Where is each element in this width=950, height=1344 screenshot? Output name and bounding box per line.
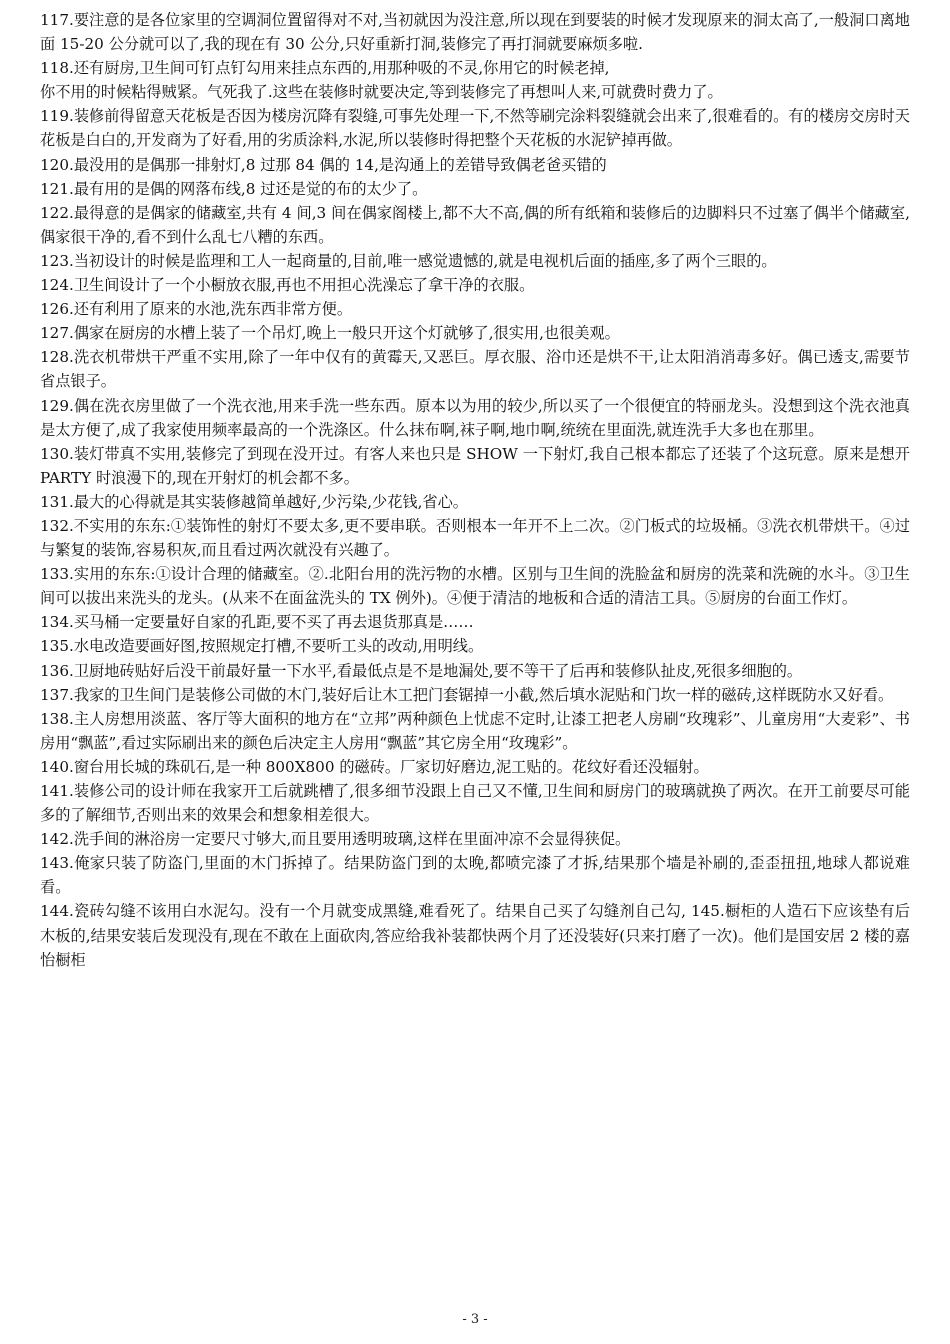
- paragraph-118-continued: 你不用的时候粘得贼紧。气死我了.这些在装修时就要决定,等到装修完了再想叫人来,可就费时费力了。: [40, 83, 723, 102]
- paragraph-123: 123.当初设计的时候是监理和工人一起商量的,目前,唯一感觉遗憾的,就是电视机后面的插座,多了两个三眼的。: [40, 251, 777, 270]
- paragraph-124: 124.卫生间设计了一个小橱放衣服,再也不用担心洗澡忘了拿干净的衣服。: [40, 276, 535, 295]
- paragraph-144-145: 144.瓷砖勾缝不该用白水泥勾。没有一个月就变成黑缝,难看死了。结果自己买了勾缝剂自己勾, 145.橱柜的人造石下应该垫有后木板的,结果安装后发现没有,现在不敢在上面砍肉,答应给我补装都快两个月了还没装好(只来打磨了一次)。他们是国安居 2 楼的嘉怡橱柜: [40, 902, 910, 969]
- paragraph-130: 130.装灯带真不实用,装修完了到现在没开过。有客人来也只是 SHOW 一下射灯,我自己根本都忘了还装了个这玩意。原来是想开 PARTY 时浪漫下的,现在开射灯的机会都不多。: [40, 444, 910, 487]
- paragraph-136: 136.卫厨地砖贴好后没干前最好量一下水平,看最低点是不是地漏处,要不等干了后再和装修队扯皮,死很多细胞的。: [40, 661, 803, 680]
- paragraph-143: 143.俺家只装了防盗门,里面的木门拆掉了。结果防盗门到的太晚,都喷完漆了才拆,结果那个墙是补刷的,歪歪扭扭,地球人都说难看。: [40, 854, 910, 897]
- document-body: [40, 8, 910, 972]
- paragraph-132: 132.不实用的东东:①装饰性的射灯不要太多,更不要串联。否则根本一年开不上二次。②门板式的垃圾桶。③洗衣机带烘干。④过与繁复的装饰,容易积灰,而且看过两次就没有兴趣了。: [40, 516, 910, 560]
- paragraph-121: 121.最有用的是偶的网落布线,8 过还是觉的布的太少了。: [40, 179, 428, 198]
- paragraph-117: 117.要注意的是各位家里的空调洞位置留得对不对,当初就因为没注意,所以现在到要装的时候才发现原来的洞太高了,一般洞口离地面 15-20 公分就可以了,我的现在有 30 公分,只好重新打洞,装修完了再打洞就要麻烦多啦.: [40, 11, 910, 54]
- paragraph-140: 140.窗台用长城的珠矶石,是一种 800X800 的磁砖。厂家切好磨边,泥工贴的。花纹好看还没辐射。: [40, 757, 709, 776]
- paragraph-135: 135.水电改造要画好图,按照规定打槽,不要听工头的改动,用明线。: [40, 637, 484, 656]
- paragraph-118: 118.还有厨房,卫生间可钉点钉勾用来挂点东西的,用那种吸的不灵,你用它的时候老掉,: [40, 59, 610, 78]
- paragraph-127: 127.偶家在厨房的水槽上装了一个吊灯,晚上一般只开这个灯就够了,很实用,也很美观。: [40, 324, 620, 343]
- paragraph-128: 128.洗衣机带烘干严重不实用,除了一年中仅有的黄霉天,又恶巨。厚衣服、浴巾还是烘不干,让太阳消消毒多好。偶已透支,需要节省点银子。: [40, 348, 910, 391]
- paragraph-122: 122.最得意的是偶家的储藏室,共有 4 间,3 间在偶家阁楼上,都不大不高,偶的所有纸箱和装修后的边脚料只不过塞了偶半个储藏室,偶家很干净的,看不到什么乱七八糟的东西。: [40, 203, 910, 246]
- paragraph-119: 119.装修前得留意天花板是否因为楼房沉降有裂缝,可事先处理一下,不然等刷完涂料裂缝就会出来了,很难看的。有的楼房交房时天花板是白白的,开发商为了好看,用的劣质涂料,水泥,所以装修时得把整个天花板的水泥铲掉再做。: [40, 107, 910, 150]
- paragraph-142: 142.洗手间的淋浴房一定要尺寸够大,而且要用透明玻璃,这样在里面冲凉不会显得狭促。: [40, 830, 631, 849]
- paragraph-138: 138.主人房想用淡蓝、客厅等大面积的地方在“立邦”两种颜色上忧虑不定时,让漆工把老人房刷“玫瑰彩”、儿童房用“大麦彩”、书房用“飘蓝”,看过实际刷出来的颜色后决定主人房用“飘蓝”其它房全用“玫瑰彩”。: [40, 709, 910, 752]
- paragraph-137: 137.我家的卫生间门是装修公司做的木门,装好后让木工把门套锯掉一小截,然后填水泥贴和门坎一样的磁砖,这样既防水又好看。: [40, 685, 894, 704]
- paragraph-131: 131.最大的心得就是其实装修越简单越好,少污染,少花钱,省心。: [40, 492, 468, 511]
- paragraph-141: 141.装修公司的设计师在我家开工后就跳槽了,很多细节没跟上自己又不懂,卫生间和厨房门的玻璃就换了两次。在开工前要尽可能多的了解细节,否则出来的效果会和想象相差很大。: [40, 782, 910, 825]
- paragraph-129: 129.偶在洗衣房里做了一个洗衣池,用来手洗一些东西。原本以为用的较少,所以买了一个很便宜的特丽龙头。没想到这个洗衣池真是太方便了,成了我家使用频率最高的一个洗涤区。什么抹布啊,袜子啊,地巾啊,统统在里面洗,就连洗手大多也在那里。: [40, 396, 910, 439]
- paragraph-133: 133.实用的东东:①设计合理的储藏室。②.北阳台用的洗污物的水槽。区别与卫生间的洗脸盆和厨房的洗菜和洗碗的水斗。③卫生间可以拔出来洗头的龙头。(从来不在面盆洗头的 TX 例外)。④便于清洁的地板和合适的清洁工具。⑤厨房的台面工作灯。: [40, 565, 910, 608]
- paragraph-120: 120.最没用的是偶那一排射灯,8 过那 84 偶的 14,是沟通上的差错导致偶老爸买错的: [40, 155, 607, 174]
- paragraph-126: 126.还有利用了原来的水池,洗东西非常方便。: [40, 300, 353, 319]
- paragraph-134: 134.买马桶一定要量好自家的孔距,要不买了再去退货那真是……: [40, 613, 474, 632]
- page-number: - 3 -: [462, 1312, 488, 1327]
